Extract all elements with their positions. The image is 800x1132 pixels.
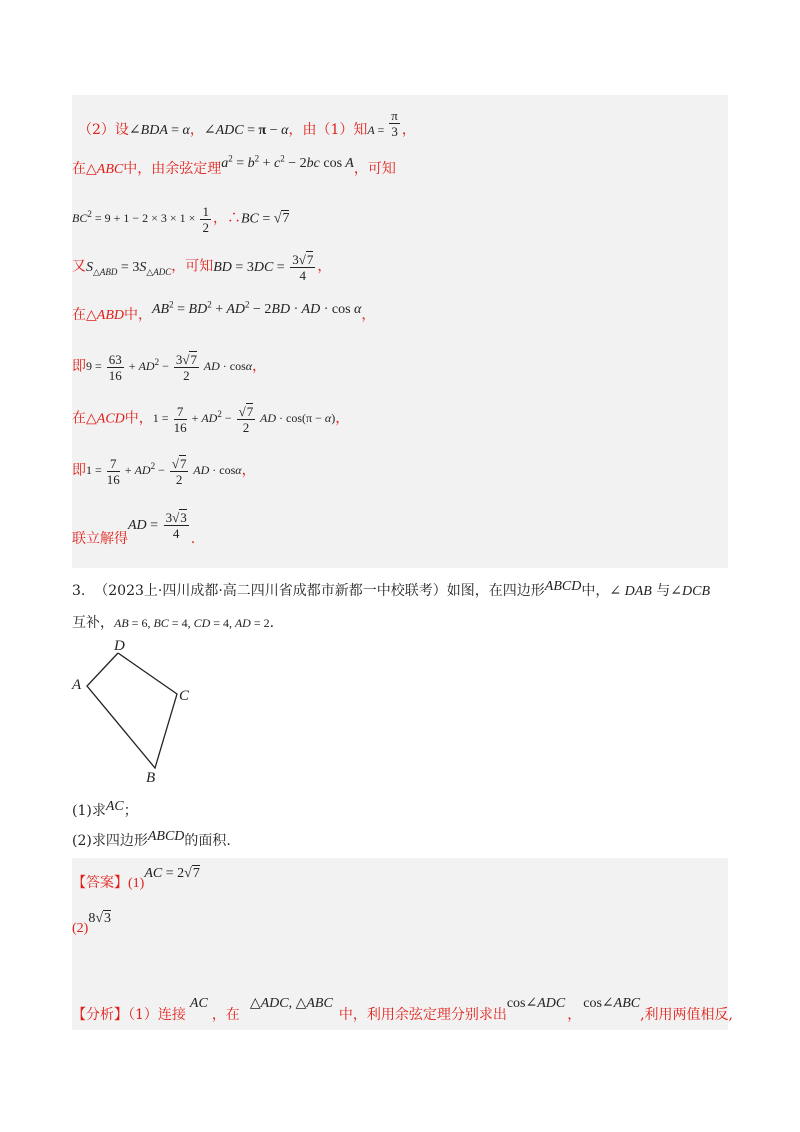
math-law-of-cosines: $a^2 = b^2 + c^2 - 2bc$ cos A bbox=[221, 153, 354, 171]
quadrilateral-outline bbox=[87, 653, 177, 768]
solution-line-5: 在△ABD中，$AB^2 = BD^2 + AD^2 - 2BD$ · AD · cos α， bbox=[72, 299, 376, 323]
math-bc-eq-sqrt7: BC = √7 bbox=[240, 211, 290, 227]
solution-line-4: 又$S_{\triangle ABD} = 3S_{\triangle ADC}$，可知BD = 3DC = $\frac{3√7}{4}$ ， bbox=[72, 252, 332, 283]
math-answer-2: 8√3 bbox=[88, 911, 112, 926]
math-acd: ACD bbox=[96, 411, 125, 427]
question-2: (2)求四边形ABCD的面积. bbox=[72, 829, 231, 849]
math-bd-eq-3dc: BD = 3DC = $\frac{3√7}{4}$ bbox=[213, 252, 314, 283]
answer-line-2: (2)8√3 bbox=[72, 911, 112, 936]
math-angle-dab: ∠ DAB bbox=[609, 584, 652, 599]
math-area-ratio: $S_{\triangle ABD} = 3S_{\triangle ADC}$ bbox=[86, 259, 172, 277]
vertex-label-c: C bbox=[179, 688, 190, 704]
math-eq-1-cos: 1 = $\frac{7}{16}$ + $AD^2$ − $\frac{√7}{2}$ AD · cosα bbox=[86, 456, 242, 487]
math-ac-2: AC bbox=[189, 996, 208, 1011]
question-1: (1)求AC； bbox=[72, 799, 138, 819]
vertex-label-b: B bbox=[146, 770, 156, 786]
math-ab-squared: $AB^2 = BD^2 + AD^2 - 2BD$ · AD · cos α bbox=[152, 299, 362, 317]
math-abd: ABD bbox=[96, 308, 124, 323]
quadrilateral-figure bbox=[70, 636, 200, 786]
math-angle-dcb: ∠DCB bbox=[670, 584, 710, 599]
analysis-line: 【分析】（1）连接AC，在△ADC, △ABC中，利用余弦定理分别求出cos∠ADC，cos∠ABC,利用两值相反, bbox=[72, 996, 733, 1023]
solution-line-9: 联立解得AD = $\frac{3√3}{4}$ . bbox=[72, 510, 196, 547]
vertex-label-d: D bbox=[114, 638, 125, 654]
math-abcd: ABCD bbox=[544, 579, 582, 594]
solution-line-2: 在△ABC中，由余弦定理$a^2 = b^2 + c^2 - 2bc$ cos A，可知 bbox=[72, 153, 396, 177]
problem-3-line-1: 3. （2023上·四川成都·高二四川省成都市新都一中校联考）如图，在四边形ABCD中，∠ DAB 与∠DCB bbox=[72, 579, 710, 599]
problem-3-line-2: 互补，AB = 6, BC = 4, CD = 4, AD = 2. bbox=[72, 615, 275, 631]
math-bc-squared: $BC^2 = 9 + 1 - 2 \times 3 \times 1$ × $\frac{1}{2}$ bbox=[72, 204, 209, 235]
math-abc: ABC bbox=[96, 162, 124, 177]
solution-line-7: 在△ACD中，1 = $\frac{7}{16}$ + $AD^2$ − $\frac{√7}{2}$ AD · cos(π − α)， bbox=[72, 404, 350, 435]
math-cos-abc: cos∠ABC bbox=[583, 996, 641, 1011]
math-ad-result: AD = $\frac{3√3}{4}$ bbox=[128, 510, 187, 541]
math-a-eq-pi3: A = $\frac{\pi}{3}$ bbox=[367, 108, 398, 139]
math-angle-bda: ∠BDA = α bbox=[128, 123, 190, 138]
vertex-label-a: A bbox=[72, 677, 82, 693]
solution-line-1: （2）设∠BDA = α，∠ADC = π − α，由（1）知A = $\frac{\pi}{3}$ ， bbox=[78, 108, 416, 139]
math-ac: AC bbox=[105, 799, 124, 814]
math-adc-abc: △ADC, △ABC bbox=[249, 996, 333, 1011]
math-eq-1-cos-pi: 1 = $\frac{7}{16}$ + $AD^2$ − $\frac{√7}{2}$ AD · cos(π − α) bbox=[152, 404, 336, 435]
math-abcd-2: ABCD bbox=[147, 829, 185, 844]
math-eq-9: 9 = $\frac{63}{16}$ + $AD^2$ − $\frac{3√7}{2}$ AD · cosα bbox=[86, 352, 253, 383]
math-angle-adc: ∠ADC = π − α bbox=[203, 123, 289, 138]
math-given-lengths: AB = 6, BC = 4, CD = 4, AD = 2 bbox=[114, 616, 270, 630]
solution-line-8: 即1 = $\frac{7}{16}$ + $AD^2$ − $\frac{√7}{2}$ AD · cosα， bbox=[72, 456, 256, 487]
math-answer-1: AC = 2√7 bbox=[144, 866, 200, 881]
solution-line-3: $BC^2 = 9 + 1 - 2 \times 3 \times 1$ × $\frac{1}{2}$ ，∴BC = √7 bbox=[72, 204, 290, 235]
math-cos-adc: cos∠ADC bbox=[506, 996, 566, 1011]
solution-line-6: 即9 = $\frac{63}{16}$ + $AD^2$ − $\frac{3√7}{2}$ AD · cosα， bbox=[72, 352, 267, 383]
answer-line-1: 【答案】(1)AC = 2√7 bbox=[72, 866, 200, 891]
